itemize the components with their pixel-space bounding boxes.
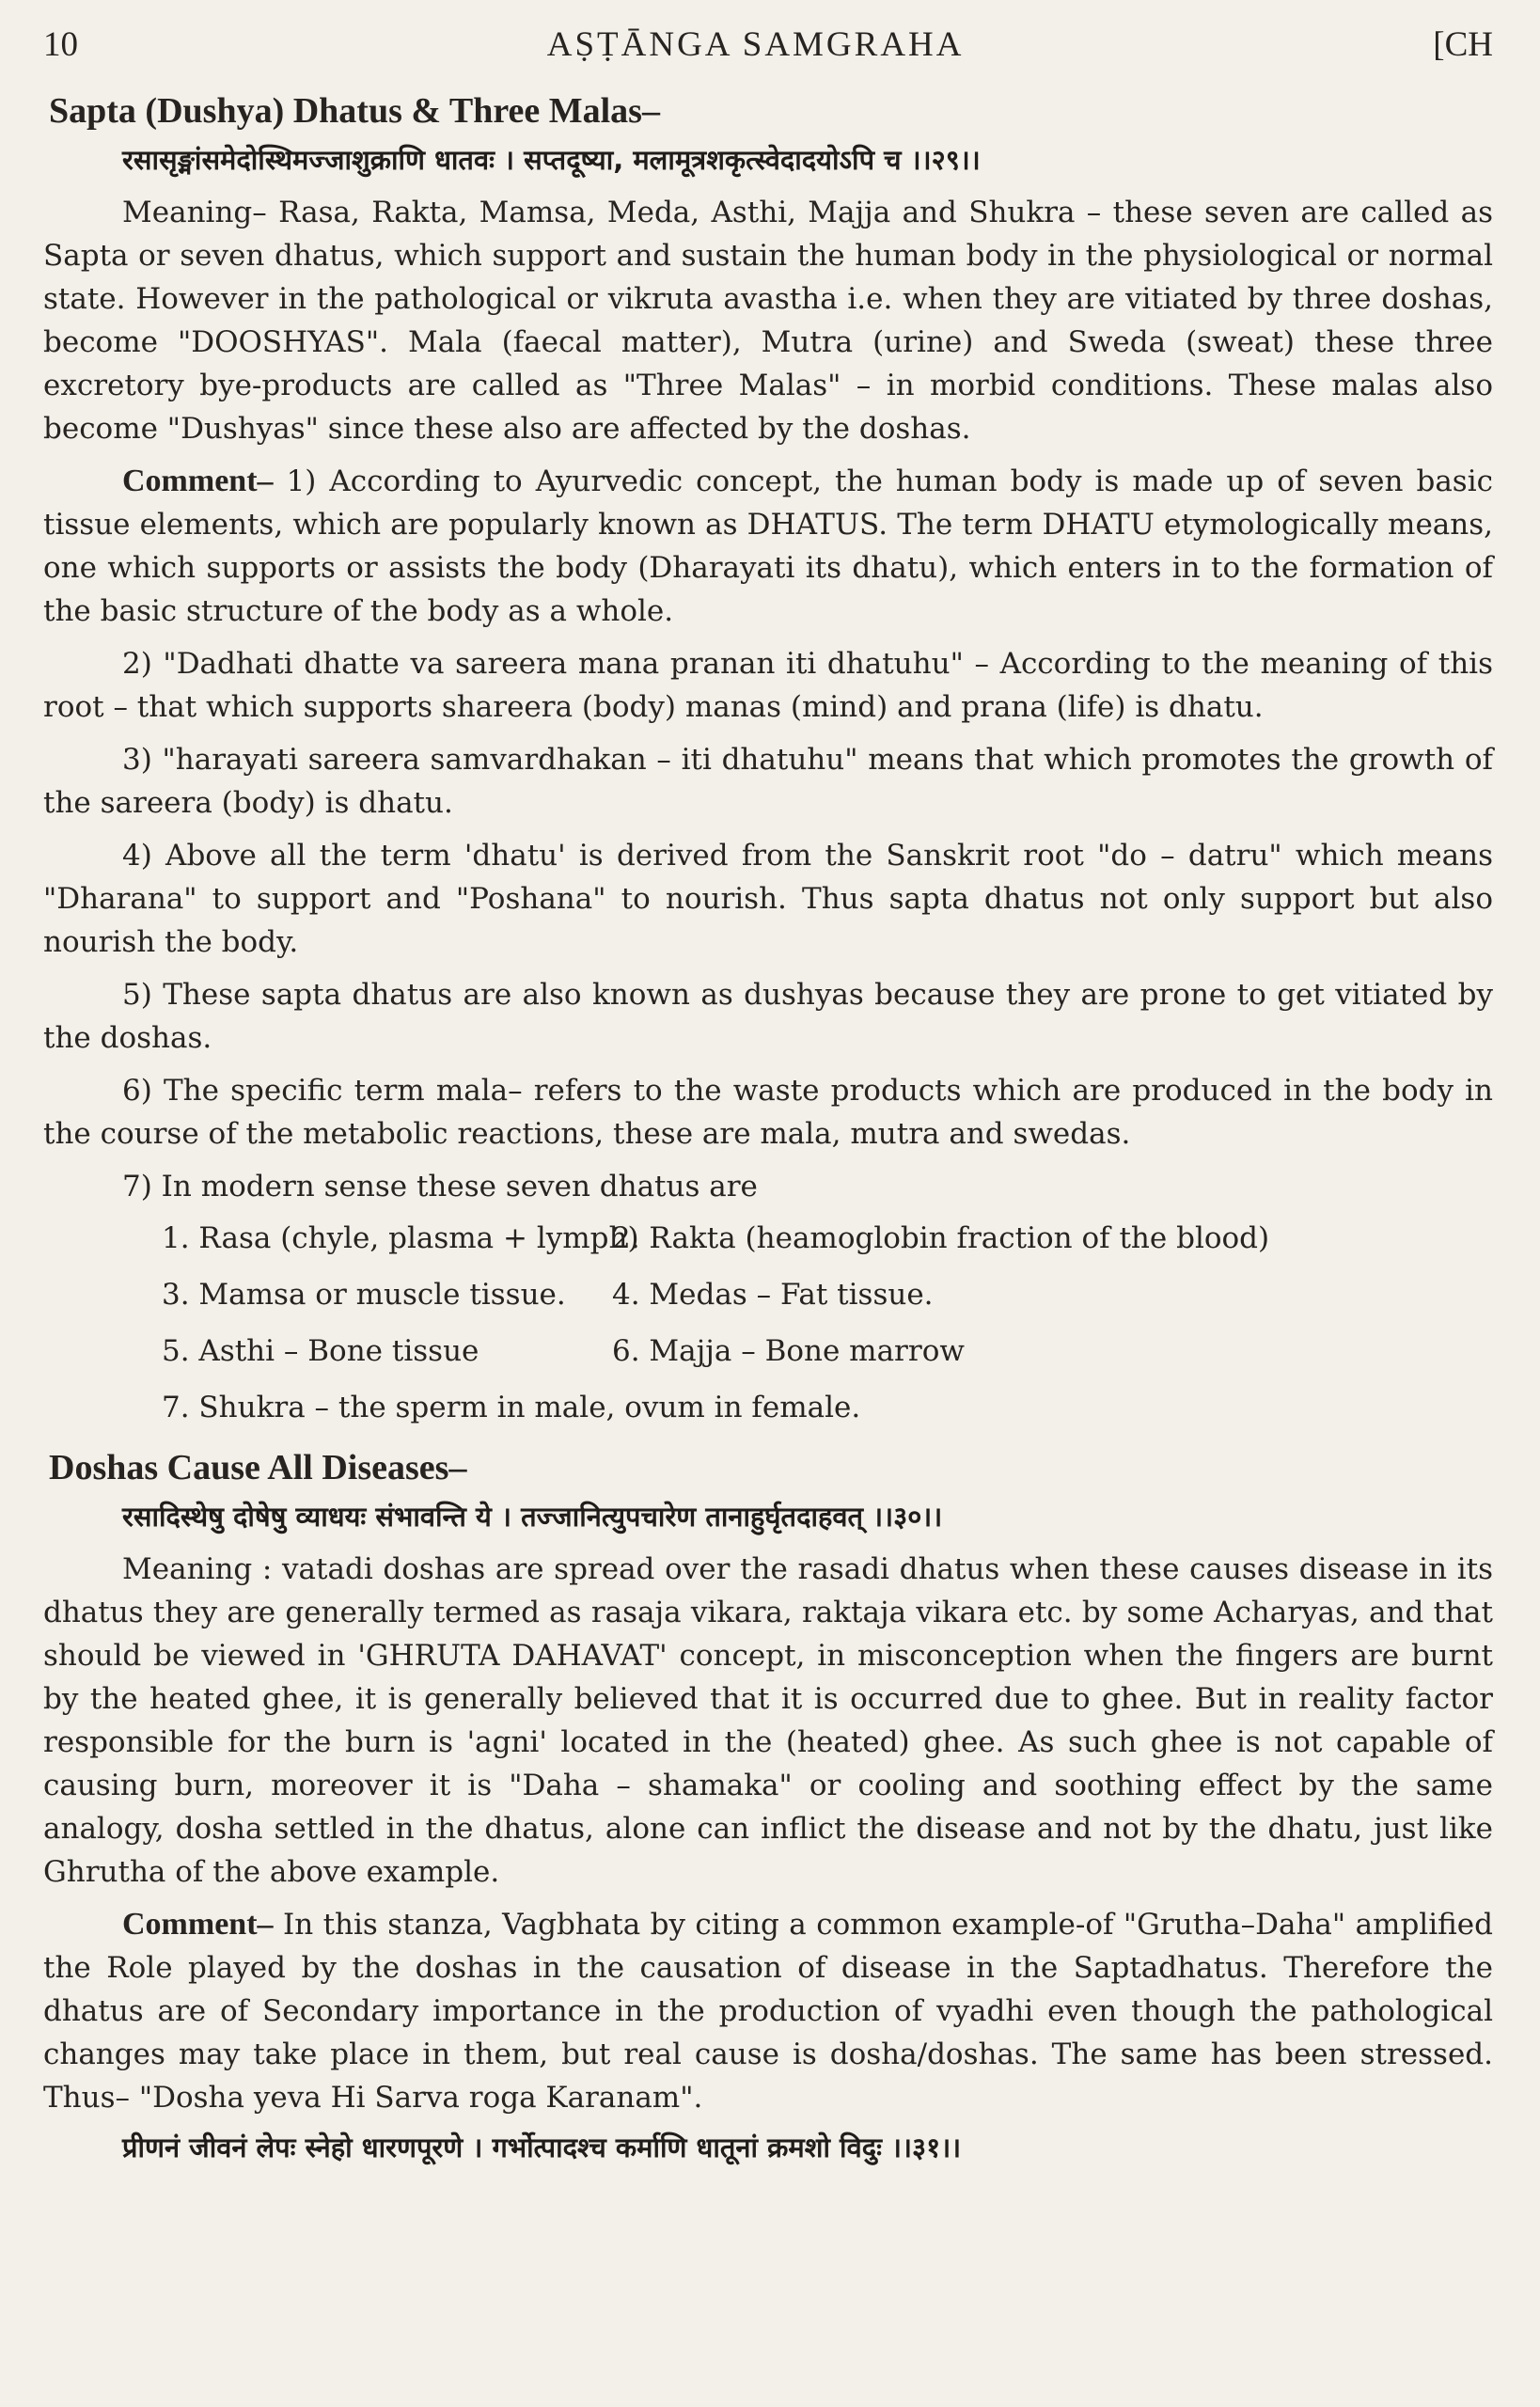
comment-paragraph-2 xyxy=(43,1903,1493,2119)
comment-paragraph-1 xyxy=(43,460,1493,633)
list-item: 7. Shukra – the sperm in male, ovum in female. xyxy=(162,1391,861,1424)
list-row xyxy=(43,1266,1493,1323)
list-item: 2. Rakta (heamoglobin fraction of the blood) xyxy=(612,1221,1270,1255)
list-item: 3. Mamsa or muscle tissue. xyxy=(162,1278,566,1312)
list-row xyxy=(43,1210,1493,1266)
list-row xyxy=(43,1379,1493,1436)
section-heading-doshas: Doshas Cause All Diseases– xyxy=(49,1448,467,1487)
comment-label: Comment– xyxy=(122,1907,274,1942)
list-item: 4. Medas – Fat tissue. xyxy=(612,1278,934,1312)
comment-point-1: 1) According to Ayurvedic concept, the human body is made up of seven basic tissue elements, which are popularly known as DHATUS. The term DHATU etymologically means, one which supports or assists the body (Dharayati its dhatu), which enters in to the formation of the basic structure of the body as a whole. xyxy=(43,464,1493,628)
meaning-paragraph-1: Meaning– Rasa, Rakta, Mamsa, Meda, Asthi, Majja and Shukra – these seven are called as Sapta or seven dhatus, which support and sustain the human body in the physiological or normal state. However in the pathological or vikruta avastha i.e. when they are vitiated by three doshas, become "DOOSHYAS". Mala (faecal matter), Mutra (urine) and Sweda (sweat) these three excretory bye-products are called as "Three Malas" – in morbid conditions. These malas also become "Dushyas" since these also are affected by the doshas. xyxy=(43,196,1493,446)
comment-label: Comment– xyxy=(122,464,274,498)
list-item: 5. Asthi – Bone tissue xyxy=(162,1334,479,1368)
comment-point-5: 5) These sapta dhatus are also known as dushyas because they are prone to get vitiated by the doshas. xyxy=(43,978,1493,1055)
sanskrit-verse-31: प्रीणनं जीवनं लेपः स्नेहो धारणपूरणे । गर्भोत्पादश्च कर्माणि धातूनां क्रमशो विदुः ।।३१।। xyxy=(122,2132,962,2163)
comment-point-2: 2) "Dadhati dhatte va sareera mana pranan iti dhatuhu" – According to the meaning of this root – that which supports shareera (body) manas (mind) and prana (life) is dhatu. xyxy=(43,647,1493,724)
section-heading-dhatus: Sapta (Dushya) Dhatus & Three Malas– xyxy=(49,91,660,131)
chapter-mark: [CH xyxy=(1433,25,1493,64)
dhatu-list xyxy=(43,1210,1493,1436)
meaning-paragraph-2: Meaning : vatadi doshas are spread over the rasadi dhatus when these causes disease in its dhatus they are generally termed as rasaja vikara, raktaja vikara etc. by some Acharyas, and that should be viewed in 'GHRUTA DAHAVAT' concept, in misconception when the fingers are burnt by the heated ghee, it is generally believed that it is occurred due to ghee. But in reality factor responsible for the burn is 'agni' located in the (heated) ghee. As such ghee is not capable of causing burn, moreover it is "Daha – shamaka" or cooling and soothing effect by the same analogy, dosha settled in the dhatus, alone can inflict the disease and not by the dhatu, just like Ghrutha of the above example. xyxy=(43,1552,1493,1889)
comment-point-6: 6) The specific term mala– refers to the waste products which are produced in the body in the course of the metabolic reactions, these are mala, mutra and swedas. xyxy=(43,1074,1493,1151)
list-row xyxy=(43,1323,1493,1379)
comment-point-4: 4) Above all the term 'dhatu' is derived from the Sanskrit root "do – datru" which means "Dharana" to support and "Poshana" to nourish. Thus sapta dhatus not only support but also nourish the body. xyxy=(43,839,1493,959)
list-item: 1. Rasa (chyle, plasma + lymph) xyxy=(162,1221,639,1255)
sanskrit-verse-29: रसासृङ्मांसमेदोस्थिमज्जाशुक्राणि धातवः । सप्तदूष्या, मलामूत्रशकृत्स्वेदादयोऽपि च ।।२९।। xyxy=(122,144,981,176)
running-title: AṢṬĀNGA SAMGRAHA xyxy=(546,25,965,64)
page-header xyxy=(43,24,1493,79)
comment-point-7: 7) In modern sense these seven dhatus are xyxy=(122,1170,758,1204)
comment-text: In this stanza, Vagbhata by citing a common example-of "Grutha–Daha" amplified the Role played by the doshas in the causation of disease in the Saptadhatus. Therefore the dhatus are of Secondary importance in the production of vyadhi even though the pathological changes may take place in them, but real cause is dosha/doshas. The same has been stressed. Thus– "Dosha yeva Hi Sarva roga Karanam". xyxy=(43,1908,1493,2115)
comment-point-3: 3) "harayati sareera samvardhakan – iti dhatuhu" means that which promotes the growth of the sareera (body) is dhatu. xyxy=(43,743,1493,820)
sanskrit-verse-30: रसादिस्थेषु दोषेषु व्याधयः संभावन्ति ये । तज्जानित्युपचारेण तानाहुर्घृतदाहवत् ।।३०।। xyxy=(122,1501,943,1533)
list-item: 6. Majja – Bone marrow xyxy=(612,1334,965,1368)
page-number: 10 xyxy=(43,25,78,64)
